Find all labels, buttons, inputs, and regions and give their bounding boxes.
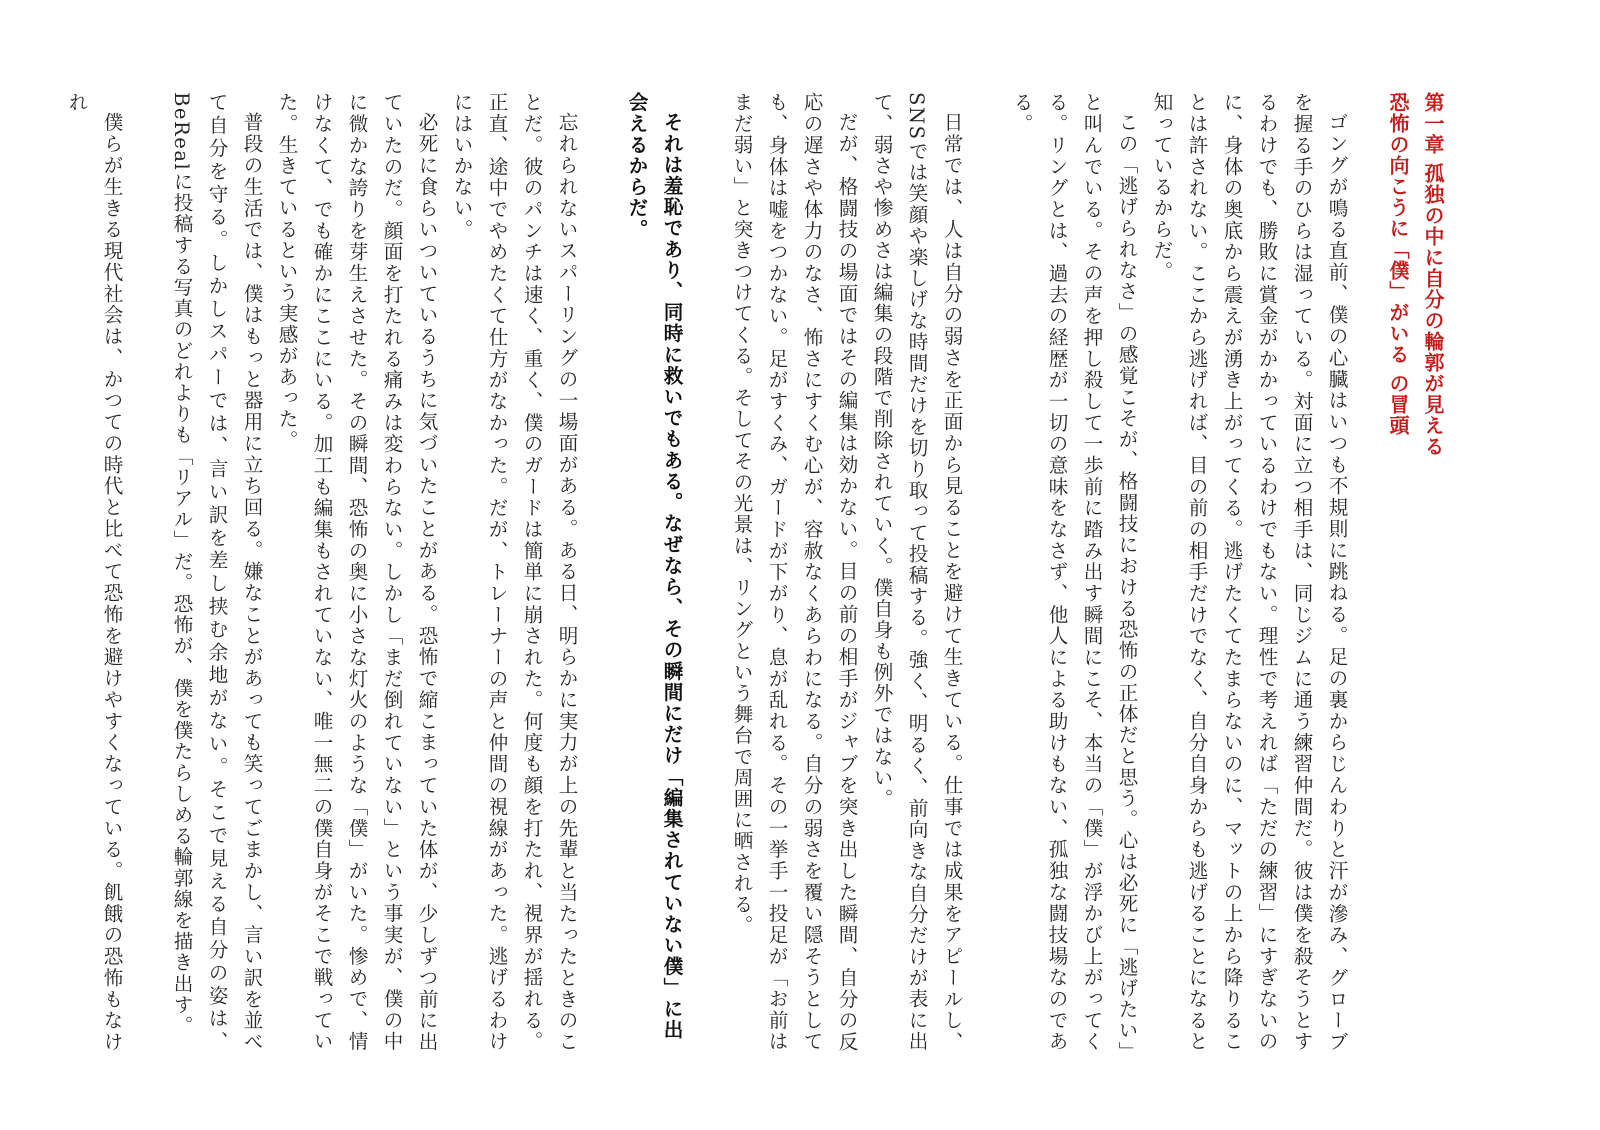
vertical-text-body <box>65 92 1450 1052</box>
chapter-title: 第一章 孤独の中に自分の輪郭が見える <box>1421 92 1445 457</box>
blank-line <box>689 92 724 93</box>
blank-line <box>129 92 164 93</box>
paragraph-3: 日常では、人は自分の弱さを正面から見ることを避けて生きている。仕事では成果をアピールし、SNSでは笑顔や楽しげな時間だけを切り取って投稿する。強く、明るく、前向きな自分だけが表に出て、弱さや惨めさは編集の段階で削除されていく。僕自身も例外ではない。 <box>870 92 963 1052</box>
blank-line <box>584 92 619 93</box>
paragraph-1: ゴングが鳴る直前、僕の心臓はいつも不規則に跳ねる。足の裏からじんわりと汗が滲み、グローブを握る手のひらは湿っている。対面に立つ相手は、同じジムに通う練習仲間だ。彼は僕を殺そうとするわけでも、勝敗に賞金がかかっているわけでもない。理性で考えれば「ただの練習」にすぎないのに、身体の奥底から震えが湧き上がってくる。逃げたくてたまらないのに、マットの上から降りることは許されない。ここから逃げれば、目の前の相手だけでなく、自分自身からも逃げることになると知っているからだ。 <box>1150 92 1348 1052</box>
paragraph-9: 僕らが生きる現代社会は、かつての時代と比べて恐怖を避けやすくなっている。飢餓の恐怖もなけれ <box>65 92 123 1052</box>
paragraph-8: 普段の生活では、僕はもっと器用に立ち回る。嫌なことがあっても笑ってごまかし、言い訳を並べて自分を守る。しかしスパーでは、言い訳を差し挟む余地がない。そこで見える自分の姿は、BeRealに投稿する写真のどれよりも「リアル」だ。恐怖が、僕を僕たらしめる輪郭線を描き出す。 <box>170 92 263 1052</box>
blank-line <box>969 92 1004 93</box>
emphasis-paragraph: それは羞恥であり、同時に救いでもある。なぜなら、その瞬間にだけ「編集されていない僕」に出会えるからだ。 <box>625 92 683 1040</box>
paragraph-7: 必死に食らいついているうちに気づいたことがある。恐怖で縮こまっていた体が、少しずつ前に出ていたのだ。顔面を打たれる痛みは変わらない。しかし「まだ倒れていない」という事実が、僕の中に微かな誇りを芽生えさせた。その瞬間、恐怖の奥に小さな灯火のような「僕」がいた。惨めで、情けなくて、でも確かにここにいる。加工も編集もされていない、唯一無二の僕自身がそこで戦っていた。生きているという実感があった。 <box>275 92 438 1052</box>
paragraph-2: この「逃げられなさ」の感覚こそが、格闘技における恐怖の正体だと思う。心は必死に「逃げたい」と叫んでいる。その声を押し殺して一歩前に踏み出す瞬間にこそ、本当の「僕」が浮かび上がってくる。リングとは、過去の経歴が一切の意味をなさず、他人による助けもない、孤独な闘技場なのである。 <box>1010 92 1138 1052</box>
paragraph-6: 忘れられないスパーリングの一場面がある。ある日、明らかに実力が上の先輩と当たったときのことだ。彼のパンチは速く、重く、僕のガードは簡単に崩された。何度も顔を打たれ、視界が揺れる。正直、途中でやめたくて仕方がなかった。だが、トレーナーの声と仲間の視線があった。逃げるわけにはいかない。 <box>450 92 578 1052</box>
paragraph-4: だが、格闘技の場面ではその編集は効かない。目の前の相手がジャブを突き出した瞬間、自分の反応の遅さや体力のなさ、怖さにすくむ心が、容赦なくあらわになる。自分の弱さを覆い隠そうとしても、身体は嘘をつかない。足がすくみ、ガードが下がり、息が乱れる。その一挙手一投足が「お前はまだ弱い」と突きつけてくる。そしてその光景は、リングという舞台で周囲に晒される。 <box>730 92 858 1052</box>
section-title: 恐怖の向こうに「僕」がいる の冒頭 <box>1386 92 1410 436</box>
